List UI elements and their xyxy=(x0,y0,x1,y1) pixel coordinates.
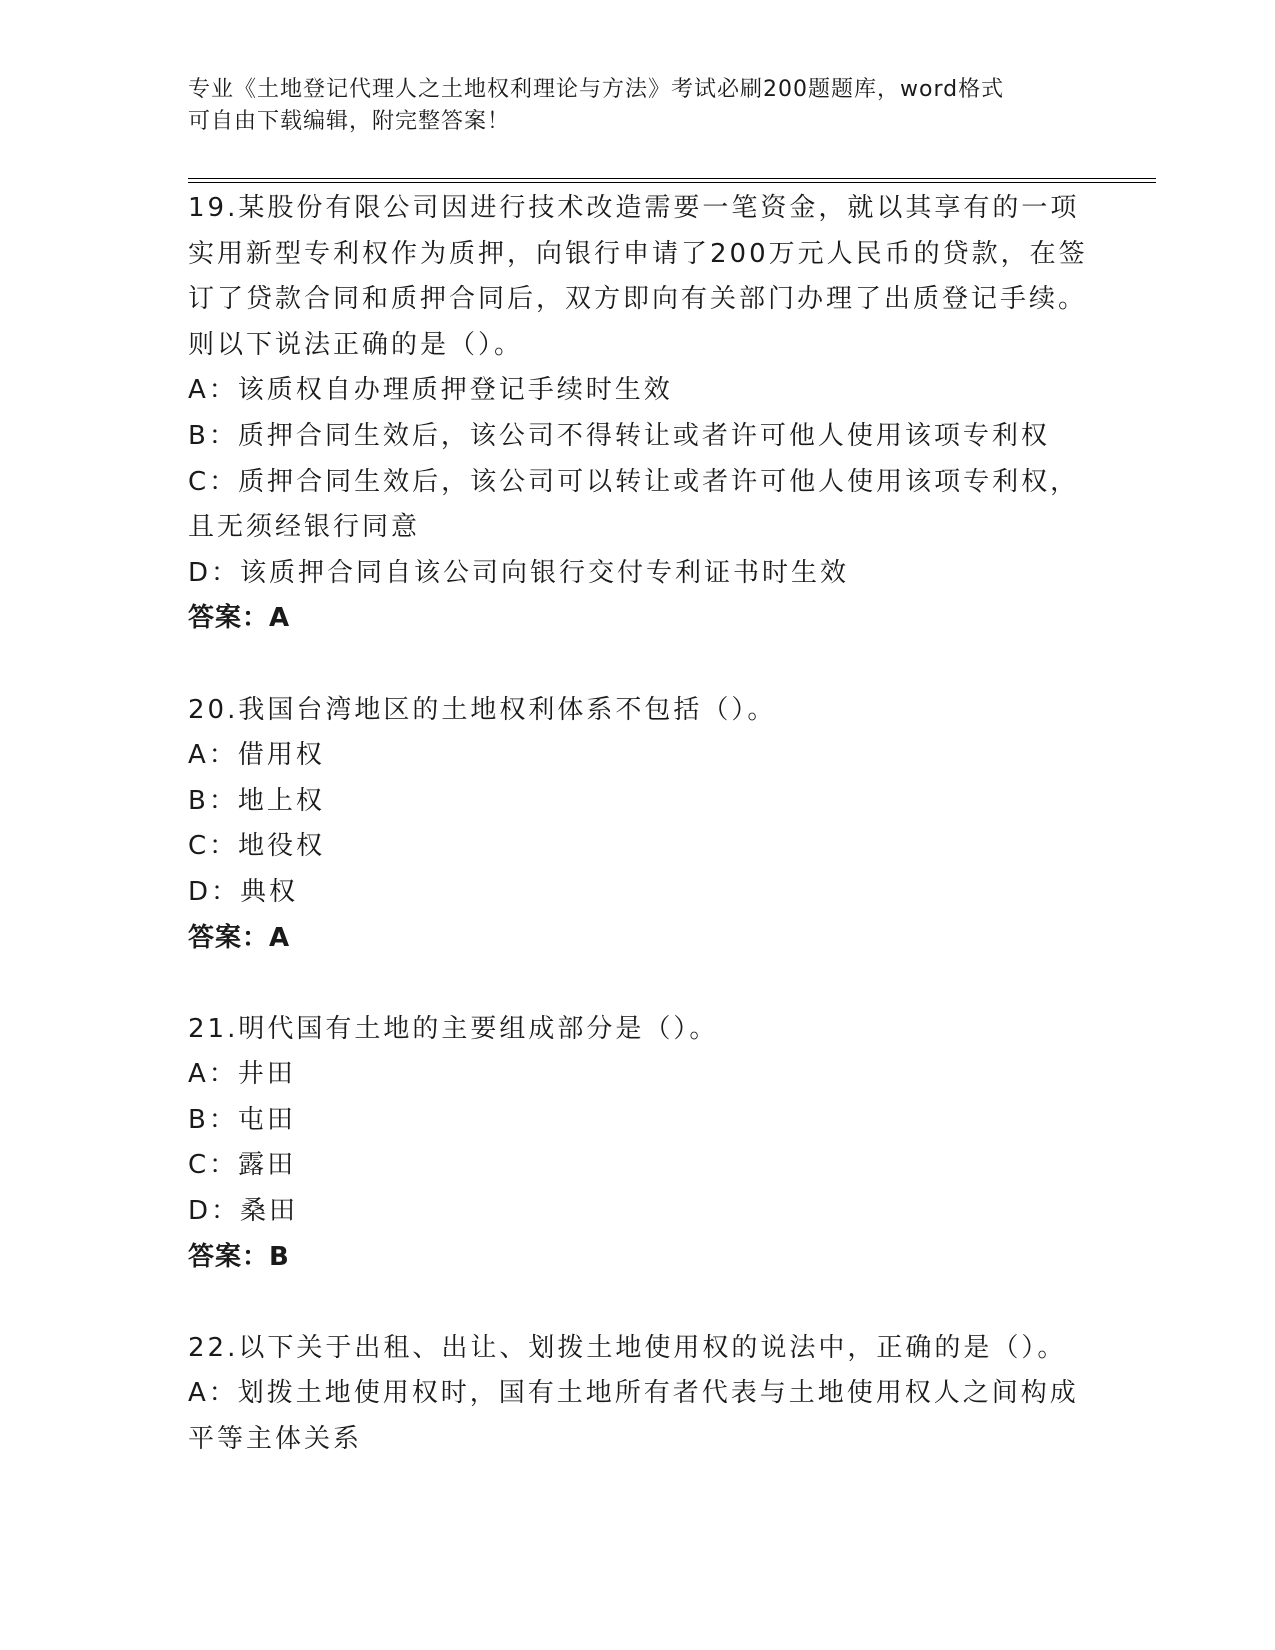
question-stem: 20.我国台湾地区的土地权利体系不包括（）。 xyxy=(188,694,777,725)
option-c: C：地役权 xyxy=(188,831,326,862)
header-divider xyxy=(188,178,1156,179)
question-stem: 19.某股份有限公司因进行技术改造需要一笔资金，就以其享有的一项实用新型专利权作为质押，向银行申请了200万元人民币的贷款，在签订了贷款合同和质押合同后，双方即向有关部门办理了出质登记手续。则以下说法正确的是（）。 xyxy=(188,193,1088,360)
option-b: B：屯田 xyxy=(188,1104,296,1135)
option-d: D：典权 xyxy=(188,876,299,907)
question-22 xyxy=(188,1326,1088,1463)
question-spacer xyxy=(188,961,1088,1007)
question-21 xyxy=(188,1007,1088,1281)
question-list xyxy=(188,186,1088,1463)
answer-line: 答案：A xyxy=(188,922,291,953)
option-d: D：该质押合同自该公司向银行交付专利证书时生效 xyxy=(188,557,850,588)
option-d: D：桑田 xyxy=(188,1196,299,1227)
question-19 xyxy=(188,186,1088,642)
answer-line: 答案：A xyxy=(188,603,291,634)
option-a: A：借用权 xyxy=(188,740,325,771)
option-c: C：露田 xyxy=(188,1150,297,1181)
question-stem: 22.以下关于出租、出让、划拨土地使用权的说法中，正确的是（）。 xyxy=(188,1332,1067,1363)
option-b: B：质押合同生效后，该公司不得转让或者许可他人使用该项专利权 xyxy=(188,420,1050,451)
question-20 xyxy=(188,688,1088,962)
option-a: A：划拨土地使用权时，国有土地所有者代表与土地使用权人之间构成平等主体关系 xyxy=(188,1378,1079,1455)
option-b: B：地上权 xyxy=(188,785,325,816)
answer-line: 答案：B xyxy=(188,1241,290,1272)
option-a: A：井田 xyxy=(188,1059,296,1090)
question-spacer xyxy=(188,642,1088,688)
question-spacer xyxy=(188,1280,1088,1326)
document-header: 专业《土地登记代理人之土地权利理论与方法》考试必刷200题题库，word格式 可自由下载编辑，附完整答案！ xyxy=(188,77,1005,134)
question-stem: 21.明代国有土地的主要组成部分是（）。 xyxy=(188,1013,719,1044)
header-divider-double xyxy=(188,182,1156,183)
option-c: C：质押合同生效后，该公司可以转让或者许可他人使用该项专利权，且无须经银行同意 xyxy=(188,466,1080,543)
option-a: A：该质权自办理质押登记手续时生效 xyxy=(188,375,673,406)
